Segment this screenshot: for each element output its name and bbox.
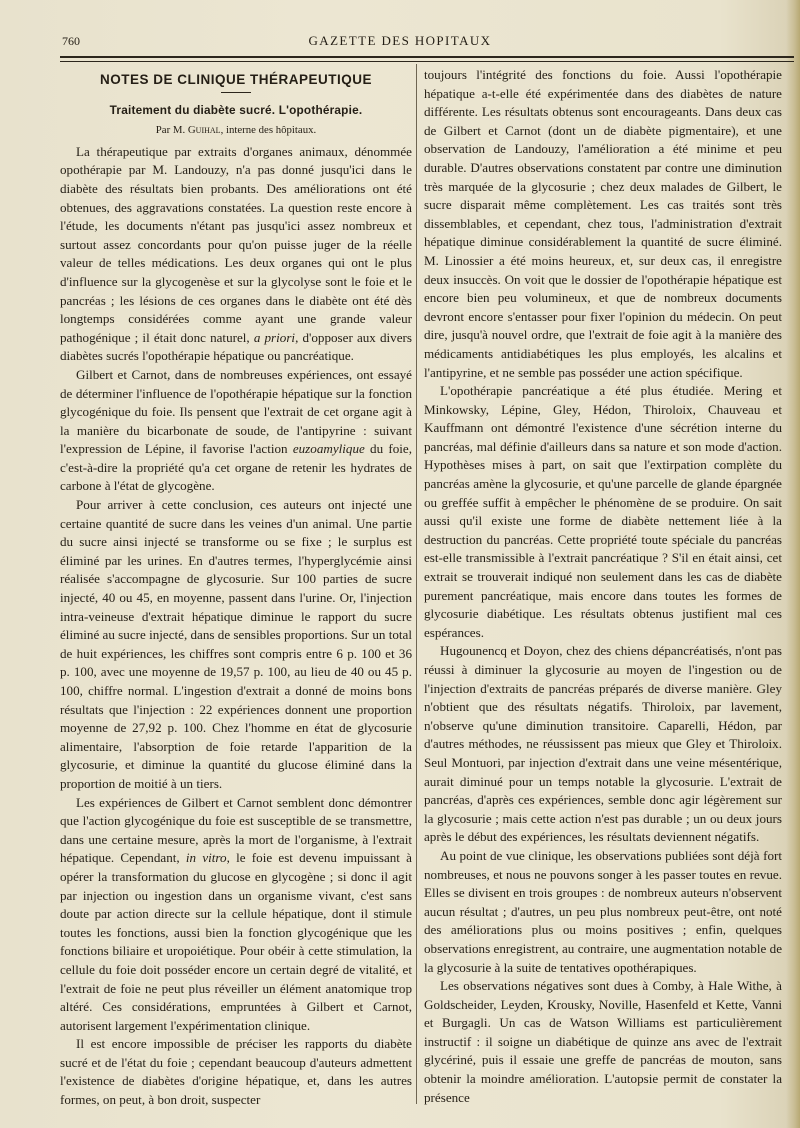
column-divider	[416, 64, 417, 1104]
header-rule	[60, 56, 794, 58]
page-edge	[786, 0, 800, 1128]
paragraph: Hugounencq et Doyon, chez des chiens dépancréatisés, n'ont pas réussi à diminuer la glycosurie au moyen de l'ingestion ou de l'injection d'extraits de pancréas préparés de diverse manière. Gley n'obtient que des résultats négatifs. Thiroloix, par lavement, n'observe qu'une diminution transitoire. Caparelli, Hédon, par d'autres méthodes, ne réussissent pas mieux que Gley et Thiroloix. Seul Montuori, par injection d'extrait dans une veine mésentérique, aurait diminué pour un temps notable la glycosurie. L'extrait de pancréas, d'après ces expériences, semble donc agir légèrement sur la glycosurie ; mais cette action n'est pas durable ; un ou deux jours après le début des expériences, les résultats deviennent négatifs.	[424, 643, 782, 845]
paragraph: Les expériences de Gilbert et Carnot semblent donc démontrer que l'action glycogénique du foie est susceptible de se transmettre, dans une certaine mesure, après la mort de l'organisme, à l'extrait hépatique. Cependant, in vitro, le foie est devenu impuissant à opérer la transformation du glucose en glycogène ; si donc il agit par injection ou ingestion dans un organisme vivant, c'est sans doute par action directe sur la cellule hépatique, dont il stimule toutes les fonctions, aussi bien la fonction glycogénique que les fonctions biliaire et uropoiétique. Pour obéir à cette stimulation, la cellule du foie doit posséder encore un certain degré de vitalité, et l'extrait de foie ne peut plus réveiller un élément anatomique trop altéré. Ces considérations, empruntées à Gilbert et Carnot, autorisent largement l'expérimentation clinique.	[60, 794, 412, 1033]
paragraph: Les observations négatives sont dues à Comby, à Hale Withe, à Goldscheider, Leyden, Krousky, Noville, Hasenfeld et Kette, Vanni et Burgagli. Un cas de Watson Williams est particulièrement instructif : il soigne un diabétique de quinze ans avec de l'extrait glycériné, puis il essaie une greffe de pancréas de mouton, sans obtenir la moindre amélioration. L'autopsie permit de constater la présence	[424, 978, 782, 1105]
italic-term: a priori	[253, 329, 296, 345]
section-title: NOTES DE CLINIQUE THÉRAPEUTIQUE	[99, 72, 373, 87]
paragraph: Pour arriver à cette conclusion, ces auteurs ont injecté une certaine quantité de sucre dans les veines d'un animal. Une partie du sucre ainsi injecté se transforme ou se fixe ; le surplus est éliminé par les urines. En d'autres termes, l'hyperglycémie ainsi réalisée s'accompagne de glycosurie. Sur 100 parties de sucre injecté, 40 ou 45, en moyenne, passent dans l'urine. Or, l'injection intra-veineuse d'extrait hépatique diminue le rapport du sucre éliminé au sucre injecté, dans de sensibles proportions. Sur un total de huit expériences, les chiffres sont compris entre 6 p. 100 et 36 p. 100, avec une moyenne de 19,57 p. 100, au lieu de 40 ou 45 p. 100, chiffre normal. L'ingestion d'extrait a donné de moins bons résultats que l'injection : 22 expériences donnent une proportion moyenne de 27,92 p. 100. Chez l'homme en état de glycosurie alimentaire, l'absorption de foie retarde l'apparition de la glycosurie, et diminue la quantité du glucose éliminé dans la proportion de moitié à un tiers.	[60, 497, 412, 791]
italic-term: in vitro	[185, 850, 227, 866]
author-name: Guihal	[187, 124, 221, 137]
byline	[60, 121, 412, 140]
right-paragraphs	[424, 66, 782, 1107]
paragraph: L'opothérapie pancréatique a été plus étudiée. Mering et Minkowsky, Lépine, Gley, Hédon, Thiroloix, Chauveau et Kauffmann ont démontré l'existence d'une sécrétion interne du pancréas, mal définie d'ailleurs dans sa nature et son mode d'action. Hypothèses mises à part, on sait que l'extirpation complète du pancréas amène la glycosurie, et qu'une parcelle de glande épargnée ou greffée suffit à empêcher le phénomène de se produire. On sait aussi qu'il existe une forme de diabète nettement liée à la destruction du pancréas. Cette propriété toute spéciale du pancréas est-elle transmissible à l'extrait pancréatique ? S'il en était ainsi, cet extrait se trouverait indiqué non seulement dans les cas de diabète purement pancréatique, mais encore dans toutes les formes de glycosurie diabétique. Les résultats obtenus justifient mal ces espérances.	[424, 383, 782, 640]
paragraph: Gilbert et Carnot, dans de nombreuses expériences, ont essayé de déterminer l'influence de l'opothérapie hépatique sur la fonction glycogénique du foie. Ils pensent que l'extrait de cet organe agit à la manière du bicarbonate de soude, de l'antipyrine : suivant l'expression de Lépine, il favorise l'action euzoamylique du foie, c'est-à-dire la propriété qu'a cet organe de retenir les hydrates de carbone à l'état de glycogène.	[60, 366, 412, 494]
title-rule	[221, 92, 251, 93]
paragraph: Il est encore impossible de préciser les rapports du diabète sucré et de l'état du foie ; cependant beaucoup d'auteurs admettent l'existence de diabètes d'origine hépatique, et, dans les autres formes, on peut, à bon droit, suspecter	[60, 1036, 412, 1108]
paragraph: toujours l'intégrité des fonctions du foie. Aussi l'opothérapie hépatique a-t-elle été expérimentée dans des diabètes de nature différente. Les résultats obtenus sont encourageants. Dans deux cas de Gilbert et Carnot (dont un de diabète pigmentaire), et une observation de Landouzy, l'amélioration a été minime et peu durable. D'autres observations constatent par contre une diminution très marquée de la glycosurie ; chez deux malades de Gilbert, le sucre disparait même complètement. Les cas traités sont très dissemblables, et cependant, chez tous, l'administration d'extrait hépatique diminue considérablement la quantité de sucre éliminé. M. Linossier a été moins heureux, et, sur deux cas, il enregistre deux insuccès. On voit que le dossier de l'opothérapie hépatique est encore bien peu volumineux, et que de nombreux documents devront encore s'entasser pour fixer l'opinion du médecin. On peut dire, jusqu'à nouvel ordre, que l'extrait de foie agit à la manière des médicaments antidiabétiques les plus employés, les alcalins et l'antipyrine, et ne semble pas posséder une action spécifique.	[424, 67, 782, 380]
left-column	[60, 66, 412, 1116]
left-paragraphs	[60, 143, 412, 1110]
page-number: 760	[62, 34, 80, 48]
article-title: Traitement du diabète sucré. L'opothérapie.	[109, 102, 363, 117]
byline-suffix: , interne des hôpitaux.	[220, 124, 317, 137]
paragraph: Au point de vue clinique, les observations publiées sont déjà fort nombreuses, et nous ne pouvons songer à les passer toutes en revue. Elles se divisent en trois groupes : de nombreux auteurs n'observent aucun résultat ; d'autres, un peu plus nombreux peut-être, ont noté des améliorations plus ou moins positives ; enfin, quelques observations enregistrent, au contraire, une augmentation notable de la glycosurie à la suite de tentatives opothérapiques.	[424, 847, 782, 975]
italic-term: euzoamylique	[292, 441, 365, 457]
byline-prefix: Par M.	[155, 124, 186, 137]
paragraph: La thérapeutique par extraits d'organes animaux, dénommée opothérapie par M. Landouzy, n'a pas donné jusqu'ici dans le diabète des résultats bien probants. Des améliorations ont été obtenues, des aggravations constatées. La question reste encore à l'étude, les documents n'étant pas jusqu'ici assez nombreux et surtout assez concordants pour qu'on puisse juger de la réelle valeur de telles médications. Les deux organes qui ont le plus d'influence sur la glycogenèse et sur la glycolyse sont le foie et le pancréas ; les lésions de ces organes dans le diabète ont été dès longtemps considérées comme ayant une grande valeur pathogénique ; il était donc naturel, a priori, d'opposer aux divers diabètes sucrés l'opothérapie hépatique ou pancréatique.	[60, 143, 412, 364]
header-rule-thin	[60, 61, 794, 62]
running-title: GAZETTE DES HOPITAUX	[308, 33, 492, 48]
right-column	[424, 66, 782, 1116]
